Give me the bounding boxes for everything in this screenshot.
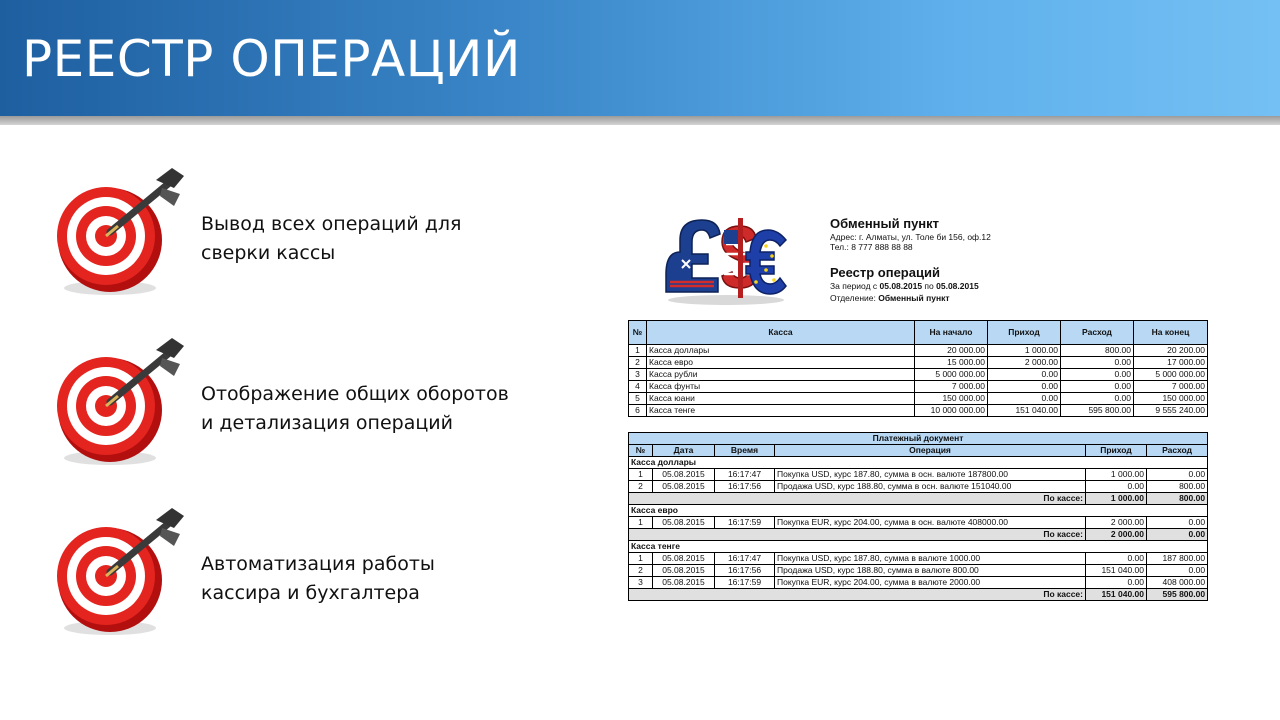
table-row bbox=[629, 469, 1208, 481]
table-cell: 187 800.00 bbox=[1147, 553, 1208, 565]
total-in: 1 000.00 bbox=[1086, 493, 1147, 505]
table-cell: 05.08.2015 bbox=[653, 565, 715, 577]
table-row bbox=[629, 481, 1208, 493]
org-phone: Тел.: 8 777 888 88 88 bbox=[830, 242, 913, 252]
bullet-item bbox=[50, 502, 570, 642]
bullet-item bbox=[50, 162, 570, 302]
col-header: Касса bbox=[647, 321, 915, 345]
bullet-line-1: Автоматизация работы bbox=[201, 553, 435, 575]
table-cell: 9 555 240.00 bbox=[1134, 405, 1208, 417]
table-cell: 151 040.00 bbox=[988, 405, 1061, 417]
table-row bbox=[629, 405, 1208, 417]
report-title: Реестр операций bbox=[830, 265, 940, 280]
table-cell: Касса тенге bbox=[647, 405, 915, 417]
table-cell: 16:17:59 bbox=[715, 577, 775, 589]
table-cell: Покупка USD, курс 187.80, сумма в осн. валюте 187800.00 bbox=[775, 469, 1086, 481]
dept-prefix: Отделение: bbox=[830, 293, 879, 303]
table-cell: 0.00 bbox=[1061, 381, 1134, 393]
table-header-row bbox=[629, 321, 1208, 345]
table-cell: 0.00 bbox=[1147, 517, 1208, 529]
total-out: 595 800.00 bbox=[1147, 589, 1208, 601]
col-header: Приход bbox=[988, 321, 1061, 345]
table-cell: 1 bbox=[629, 469, 653, 481]
table-cell: 0.00 bbox=[1086, 577, 1147, 589]
group-name: Касса тенге bbox=[629, 541, 1208, 553]
table-cell: 05.08.2015 bbox=[653, 553, 715, 565]
table-caption: Платежный документ bbox=[629, 433, 1208, 445]
report-period bbox=[830, 281, 991, 291]
table-row bbox=[629, 517, 1208, 529]
table-header-row bbox=[629, 445, 1208, 457]
org-name: Обменный пункт bbox=[830, 216, 940, 231]
table-cell: 0.00 bbox=[988, 381, 1061, 393]
table-cell: 5 000 000.00 bbox=[915, 369, 988, 381]
table-cell: 5 bbox=[629, 393, 647, 405]
table-row bbox=[629, 357, 1208, 369]
table-row bbox=[629, 577, 1208, 589]
table-cell: Касса евро bbox=[647, 357, 915, 369]
bullet-item bbox=[50, 332, 570, 472]
target-icon bbox=[50, 502, 190, 642]
table-cell: 1 bbox=[629, 517, 653, 529]
total-label: По кассе: bbox=[629, 529, 1086, 541]
bullet-line-2: и детализация операций bbox=[201, 412, 453, 434]
col-header: Дата bbox=[653, 445, 715, 457]
table-cell: Касса фунты bbox=[647, 381, 915, 393]
group-name: Касса доллары bbox=[629, 457, 1208, 469]
table-cell: 05.08.2015 bbox=[653, 577, 715, 589]
table-cell: 4 bbox=[629, 381, 647, 393]
table-caption-row bbox=[629, 433, 1208, 445]
table-row bbox=[629, 381, 1208, 393]
table-cell: 0.00 bbox=[1147, 565, 1208, 577]
table-cell: 7 000.00 bbox=[1134, 381, 1208, 393]
table-cell: 1 bbox=[629, 345, 647, 357]
table-cell: 3 bbox=[629, 577, 653, 589]
total-in: 151 040.00 bbox=[1086, 589, 1147, 601]
table-cell: 7 000.00 bbox=[915, 381, 988, 393]
table-cell: 151 040.00 bbox=[1086, 565, 1147, 577]
group-row bbox=[629, 505, 1208, 517]
table-cell: Покупка EUR, курс 204.00, сумма в валюте 2000.00 bbox=[775, 577, 1086, 589]
report-department bbox=[830, 293, 991, 303]
bullet-line-1: Отображение общих оборотов bbox=[201, 383, 509, 405]
table-cell: 0.00 bbox=[1061, 357, 1134, 369]
table-cell: 6 bbox=[629, 405, 647, 417]
table-cell: 150 000.00 bbox=[1134, 393, 1208, 405]
table-cell: Покупка USD, курс 187.80, сумма в валюте 1000.00 bbox=[775, 553, 1086, 565]
table-cell: 800.00 bbox=[1061, 345, 1134, 357]
total-row bbox=[629, 493, 1208, 505]
total-row bbox=[629, 589, 1208, 601]
table-cell: 2 bbox=[629, 565, 653, 577]
total-row bbox=[629, 529, 1208, 541]
period-mid: по bbox=[922, 281, 937, 291]
table-cell: 408 000.00 bbox=[1147, 577, 1208, 589]
table-cell: 16:17:59 bbox=[715, 517, 775, 529]
table-cell: 150 000.00 bbox=[915, 393, 988, 405]
col-header: Время bbox=[715, 445, 775, 457]
table-cell: 17 000.00 bbox=[1134, 357, 1208, 369]
table-cell: 2 bbox=[629, 481, 653, 493]
group-row bbox=[629, 541, 1208, 553]
table-row bbox=[629, 393, 1208, 405]
table-cell: 800.00 bbox=[1147, 481, 1208, 493]
table-cell: Покупка EUR, курс 204.00, сумма в осн. валюте 408000.00 bbox=[775, 517, 1086, 529]
col-header: № bbox=[629, 445, 653, 457]
group-name: Касса евро bbox=[629, 505, 1208, 517]
cash-summary-table bbox=[628, 320, 1208, 417]
period-from: 05.08.2015 bbox=[879, 281, 923, 291]
table-cell: 05.08.2015 bbox=[653, 469, 715, 481]
table-row bbox=[629, 369, 1208, 381]
table-cell: 5 000 000.00 bbox=[1134, 369, 1208, 381]
table-cell: 15 000.00 bbox=[915, 357, 988, 369]
table-cell: 05.08.2015 bbox=[653, 481, 715, 493]
bullet-line-1: Вывод всех операций для bbox=[201, 213, 462, 235]
table-cell: 1 000.00 bbox=[1086, 469, 1147, 481]
group-row bbox=[629, 457, 1208, 469]
col-header: Расход bbox=[1147, 445, 1208, 457]
col-header: На конец bbox=[1134, 321, 1208, 345]
dept-name: Обменный пункт bbox=[878, 293, 950, 303]
table-cell: 0.00 bbox=[1086, 481, 1147, 493]
operations-detail-table bbox=[628, 432, 1208, 601]
total-in: 2 000.00 bbox=[1086, 529, 1147, 541]
document-header bbox=[830, 216, 991, 303]
table-cell: 20 000.00 bbox=[915, 345, 988, 357]
banner-divider bbox=[0, 116, 1280, 125]
period-to: 05.08.2015 bbox=[936, 281, 979, 291]
table-cell: Касса юани bbox=[647, 393, 915, 405]
period-prefix: За период с bbox=[830, 281, 880, 291]
table-cell: Продажа USD, курс 188.80, сумма в осн. валюте 151040.00 bbox=[775, 481, 1086, 493]
table-row bbox=[629, 345, 1208, 357]
col-header: Приход bbox=[1086, 445, 1147, 457]
table-cell: 2 000.00 bbox=[988, 357, 1061, 369]
total-out: 800.00 bbox=[1147, 493, 1208, 505]
target-icon bbox=[50, 332, 190, 472]
bullet-line-2: сверки кассы bbox=[201, 242, 336, 264]
target-icon bbox=[50, 162, 190, 302]
currency-flags-logo-icon bbox=[662, 212, 790, 308]
table-row bbox=[629, 565, 1208, 577]
col-header: На начало bbox=[915, 321, 988, 345]
table-cell: 0.00 bbox=[1061, 393, 1134, 405]
total-label: По кассе: bbox=[629, 589, 1086, 601]
col-header: № bbox=[629, 321, 647, 345]
table-cell: Касса рубли bbox=[647, 369, 915, 381]
table-cell: 10 000 000.00 bbox=[915, 405, 988, 417]
table-cell: 16:17:47 bbox=[715, 469, 775, 481]
table-cell: 595 800.00 bbox=[1061, 405, 1134, 417]
col-header: Операция bbox=[775, 445, 1086, 457]
table-cell: 0.00 bbox=[1061, 369, 1134, 381]
table-cell: 0.00 bbox=[1086, 553, 1147, 565]
total-label: По кассе: bbox=[629, 493, 1086, 505]
table-row bbox=[629, 553, 1208, 565]
table-cell: 1 bbox=[629, 553, 653, 565]
col-header: Расход bbox=[1061, 321, 1134, 345]
table-cell: 16:17:56 bbox=[715, 565, 775, 577]
table-cell: 16:17:47 bbox=[715, 553, 775, 565]
table-cell: 3 bbox=[629, 369, 647, 381]
table-cell: 05.08.2015 bbox=[653, 517, 715, 529]
slide-title: РЕЕСТР ОПЕРАЦИЙ bbox=[22, 30, 521, 88]
table-cell: Касса доллары bbox=[647, 345, 915, 357]
bullet-line-2: кассира и бухгалтера bbox=[201, 582, 420, 604]
org-address: Адрес: г. Алматы, ул. Толе би 156, оф.12 bbox=[830, 232, 991, 242]
table-cell: 20 200.00 bbox=[1134, 345, 1208, 357]
table-cell: 16:17:56 bbox=[715, 481, 775, 493]
table-cell: 0.00 bbox=[988, 369, 1061, 381]
table-cell: 2 bbox=[629, 357, 647, 369]
table-cell: 2 000.00 bbox=[1086, 517, 1147, 529]
total-out: 0.00 bbox=[1147, 529, 1208, 541]
table-cell: 0.00 bbox=[988, 393, 1061, 405]
table-cell: Продажа USD, курс 188.80, сумма в валюте 800.00 bbox=[775, 565, 1086, 577]
table-cell: 1 000.00 bbox=[988, 345, 1061, 357]
table-cell: 0.00 bbox=[1147, 469, 1208, 481]
